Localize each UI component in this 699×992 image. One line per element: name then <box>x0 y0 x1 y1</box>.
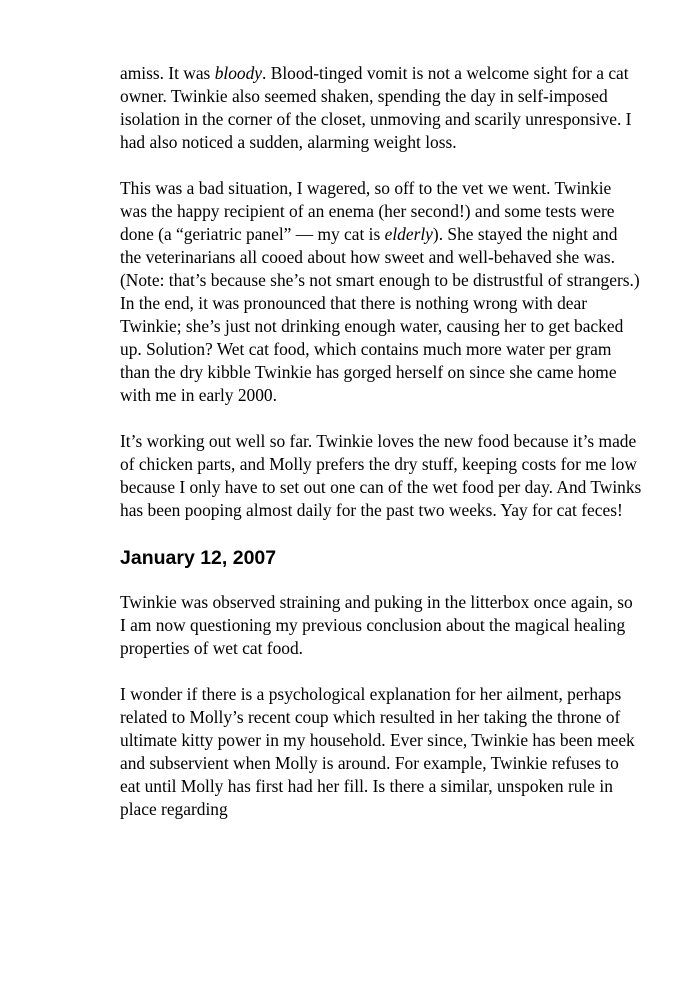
paragraph-2-text-c: ). She stayed the night and the veterinarians all cooed about how sweet and well-behaved she was. (Note: that’s because she’s not smart enough to be distrustful of strangers.) In the end, it was pronounced that there is nothing wrong with dear Twinkie; she’s just not drinking enough water, causing her to get backed up. Solution? Wet cat food, which contains much more water per gram than the dry kibble Twinkie has gorged herself on since she came home with me in early 2000. <box>120 224 640 405</box>
paragraph-1 <box>120 62 642 154</box>
paragraph-2-italic: elderly <box>384 224 433 244</box>
date-heading: January 12, 2007 <box>120 547 277 569</box>
paragraph-5: I wonder if there is a psychological explanation for her ailment, perhaps related to Molly’s recent coup which resulted in her taking the throne of ultimate kitty power in my household. Ever since, Twinkie has been meek and subservient when Molly is around. For example, Twinkie refuses to eat until Molly has first had her fill. Is there a similar, unspoken rule in place regarding <box>120 684 635 819</box>
paragraph-4: Twinkie was observed straining and puking in the litterbox once again, so I am now questioning my previous conclusion about the magical healing properties of wet cat food. <box>120 592 633 658</box>
paragraph-3: It’s working out well so far. Twinkie loves the new food because it’s made of chicken parts, and Molly prefers the dry stuff, keeping costs for me low because I only have to set out one can of the wet food per day. And Twinks has been pooping almost daily for the past two weeks. Yay for cat feces! <box>120 431 642 520</box>
document-page <box>120 62 642 844</box>
paragraph-1-text-c: . Blood-tinged vomit is not a welcome sight for a cat owner. Twinkie also seemed shaken, spending the day in self-imposed isolation in the corner of the closet, unmoving and scarily unresponsive. I had also noticed a sudden, alarming weight loss. <box>120 63 632 152</box>
paragraph-1-text-a: amiss. It was <box>120 63 215 83</box>
paragraph-2 <box>120 177 642 407</box>
paragraph-1-italic: bloody <box>214 63 263 83</box>
paragraph-2-text-a: This was a bad situation, I wagered, so off to the vet we went. Twinkie was the happy recipient of an enema (her second!) and some tests were done (a “geriatric panel” — my cat is <box>120 178 615 244</box>
